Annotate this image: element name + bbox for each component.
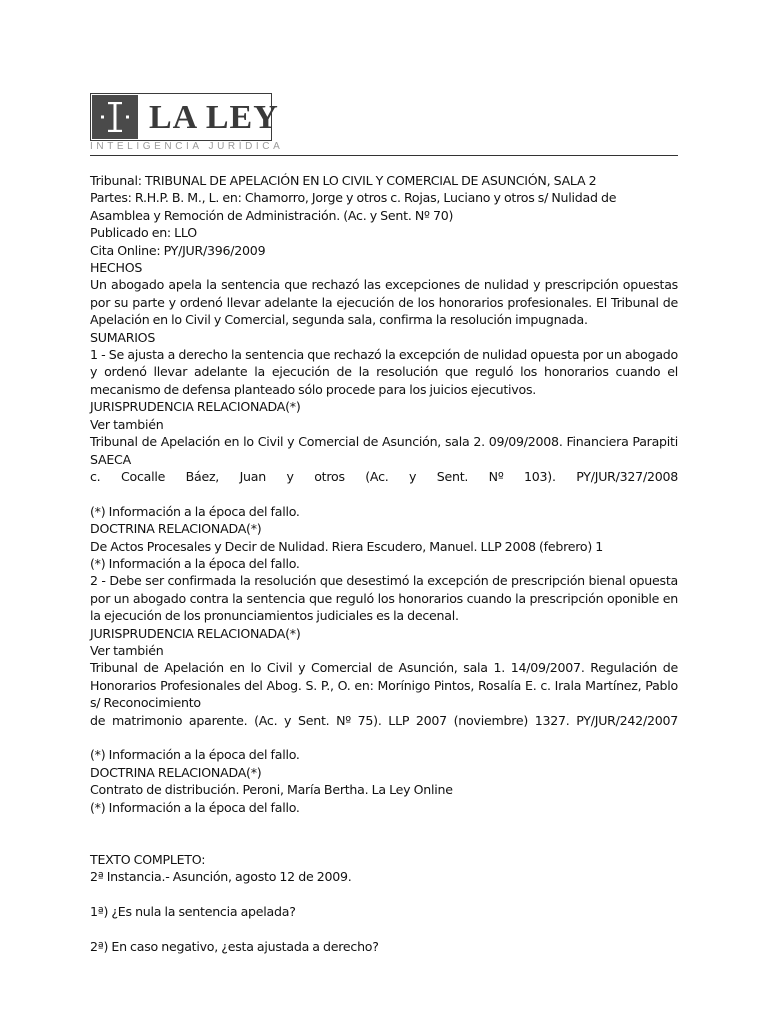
document-body — [90, 172, 678, 955]
jurisprudencia-1-heading: JURISPRUDENCIA RELACIONADA(*) — [90, 399, 301, 415]
doctrina-1-heading: DOCTRINA RELACIONADA(*) — [90, 521, 262, 537]
sumarios-heading: SUMARIOS — [90, 329, 156, 345]
doctrina-2-text: Contrato de distribución. Peroni, María Bertha. La Ley Online — [90, 782, 453, 798]
partes-line: Partes: R.H.P. B. M., L. en: Chamorro, Jorge y otros c. Rojas, Luciano y otros s/ Nulidad de Asamblea y Remoción de Administración. (Ac. y Sent. Nº 70) — [90, 190, 617, 223]
doctrina-1-text: De Actos Procesales y Decir de Nulidad. Riera Escudero, Manuel. LLP 2008 (febrero) 1 — [90, 538, 604, 554]
instancia-line: 2ª Instancia.- Asunción, agosto 12 de 2009. — [90, 869, 352, 885]
cuestion-2: 2ª) En caso negativo, ¿esta ajustada a derecho? — [90, 938, 379, 954]
logo-mark-icon — [92, 95, 138, 139]
logo-tagline: INTELIGENCIA JURÍDICA — [90, 141, 284, 152]
jurisprudencia-2-line-1: Tribunal de Apelación en lo Civil y Comercial de Asunción, sala 1. 14/09/2007. Regulación de Honorarios Profesionales del Abog. S. P., O. en: Morínigo Pintos, Rosalía E. c. Irala Martínez, Pablo s/ Reconocimiento — [90, 660, 678, 711]
sumario-2: 2 - Debe ser confirmada la resolución que desestimó la excepción de prescripción bienal opuesta por un abogado contra la sentencia que reguló los honorarios cuando la prescripción oponible en la ejecución de los pronunciamientos judiciales es la decenal. — [90, 573, 678, 624]
hechos-heading: HECHOS — [90, 260, 143, 276]
hechos-paragraph: Un abogado apela la sentencia que rechazó las excepciones de nulidad y prescripción opuestas por su parte y ordenó llevar adelante la ejecución de los honorarios profesionales. El Tribunal de Apelación en lo Civil y Comercial, segunda sala, confirma la resolución impugnada. — [90, 277, 678, 328]
spacer — [90, 816, 678, 833]
spacer — [90, 729, 678, 746]
spacer — [90, 485, 678, 502]
doctrina-2-note: (*) Información a la época del fallo. — [90, 799, 300, 815]
doctrina-2-heading: DOCTRINA RELACIONADA(*) — [90, 764, 262, 780]
spacer — [90, 833, 678, 850]
publicado-line: Publicado en: LLO — [90, 225, 197, 241]
texto-completo-heading: TEXTO COMPLETO: — [90, 851, 206, 867]
header-divider — [90, 155, 678, 156]
jurisprudencia-1-line-2: c. Cocalle Báez, Juan y otros (Ac. y Sent. Nº 103). PY/JUR/327/2008 — [90, 468, 678, 484]
spacer — [90, 920, 678, 937]
doctrina-1-note: (*) Información a la época del fallo. — [90, 555, 300, 571]
jurisprudencia-1-note: (*) Información a la época del fallo. — [90, 503, 300, 519]
jurisprudencia-2-ver-tambien: Ver también — [90, 642, 164, 658]
jurisprudencia-1-ver-tambien: Ver también — [90, 416, 164, 432]
jurisprudencia-2-line-2: de matrimonio aparente. (Ac. y Sent. Nº 75). LLP 2007 (noviembre) 1327. PY/JUR/242/2007 — [90, 712, 678, 728]
spacer — [90, 886, 678, 903]
sumario-1: 1 - Se ajusta a derecho la sentencia que rechazó la excepción de nulidad opuesta por un abogado y ordenó llevar adelante la ejecución de la resolución que reguló los honorarios cuando el mecanismo de defensa planteado sólo procede para los juicios ejecutivos. — [90, 347, 678, 397]
tribunal-line: Tribunal: TRIBUNAL DE APELACIÓN EN LO CIVIL Y COMERCIAL DE ASUNCIÓN, SALA 2 — [90, 173, 597, 188]
jurisprudencia-1-line-1: Tribunal de Apelación en lo Civil y Comercial de Asunción, sala 2. 09/09/2008. Financiera Parapiti SAECA — [90, 434, 678, 467]
cuestion-1: 1ª) ¿Es nula la sentencia apelada? — [90, 903, 296, 919]
logo-frame — [90, 93, 279, 141]
cita-online-line: Cita Online: PY/JUR/396/2009 — [90, 242, 266, 258]
logo-name: LA LEY — [149, 99, 279, 136]
la-ley-logo — [90, 93, 284, 155]
jurisprudencia-2-heading: JURISPRUDENCIA RELACIONADA(*) — [90, 625, 301, 641]
jurisprudencia-2-note: (*) Información a la época del fallo. — [90, 747, 300, 763]
